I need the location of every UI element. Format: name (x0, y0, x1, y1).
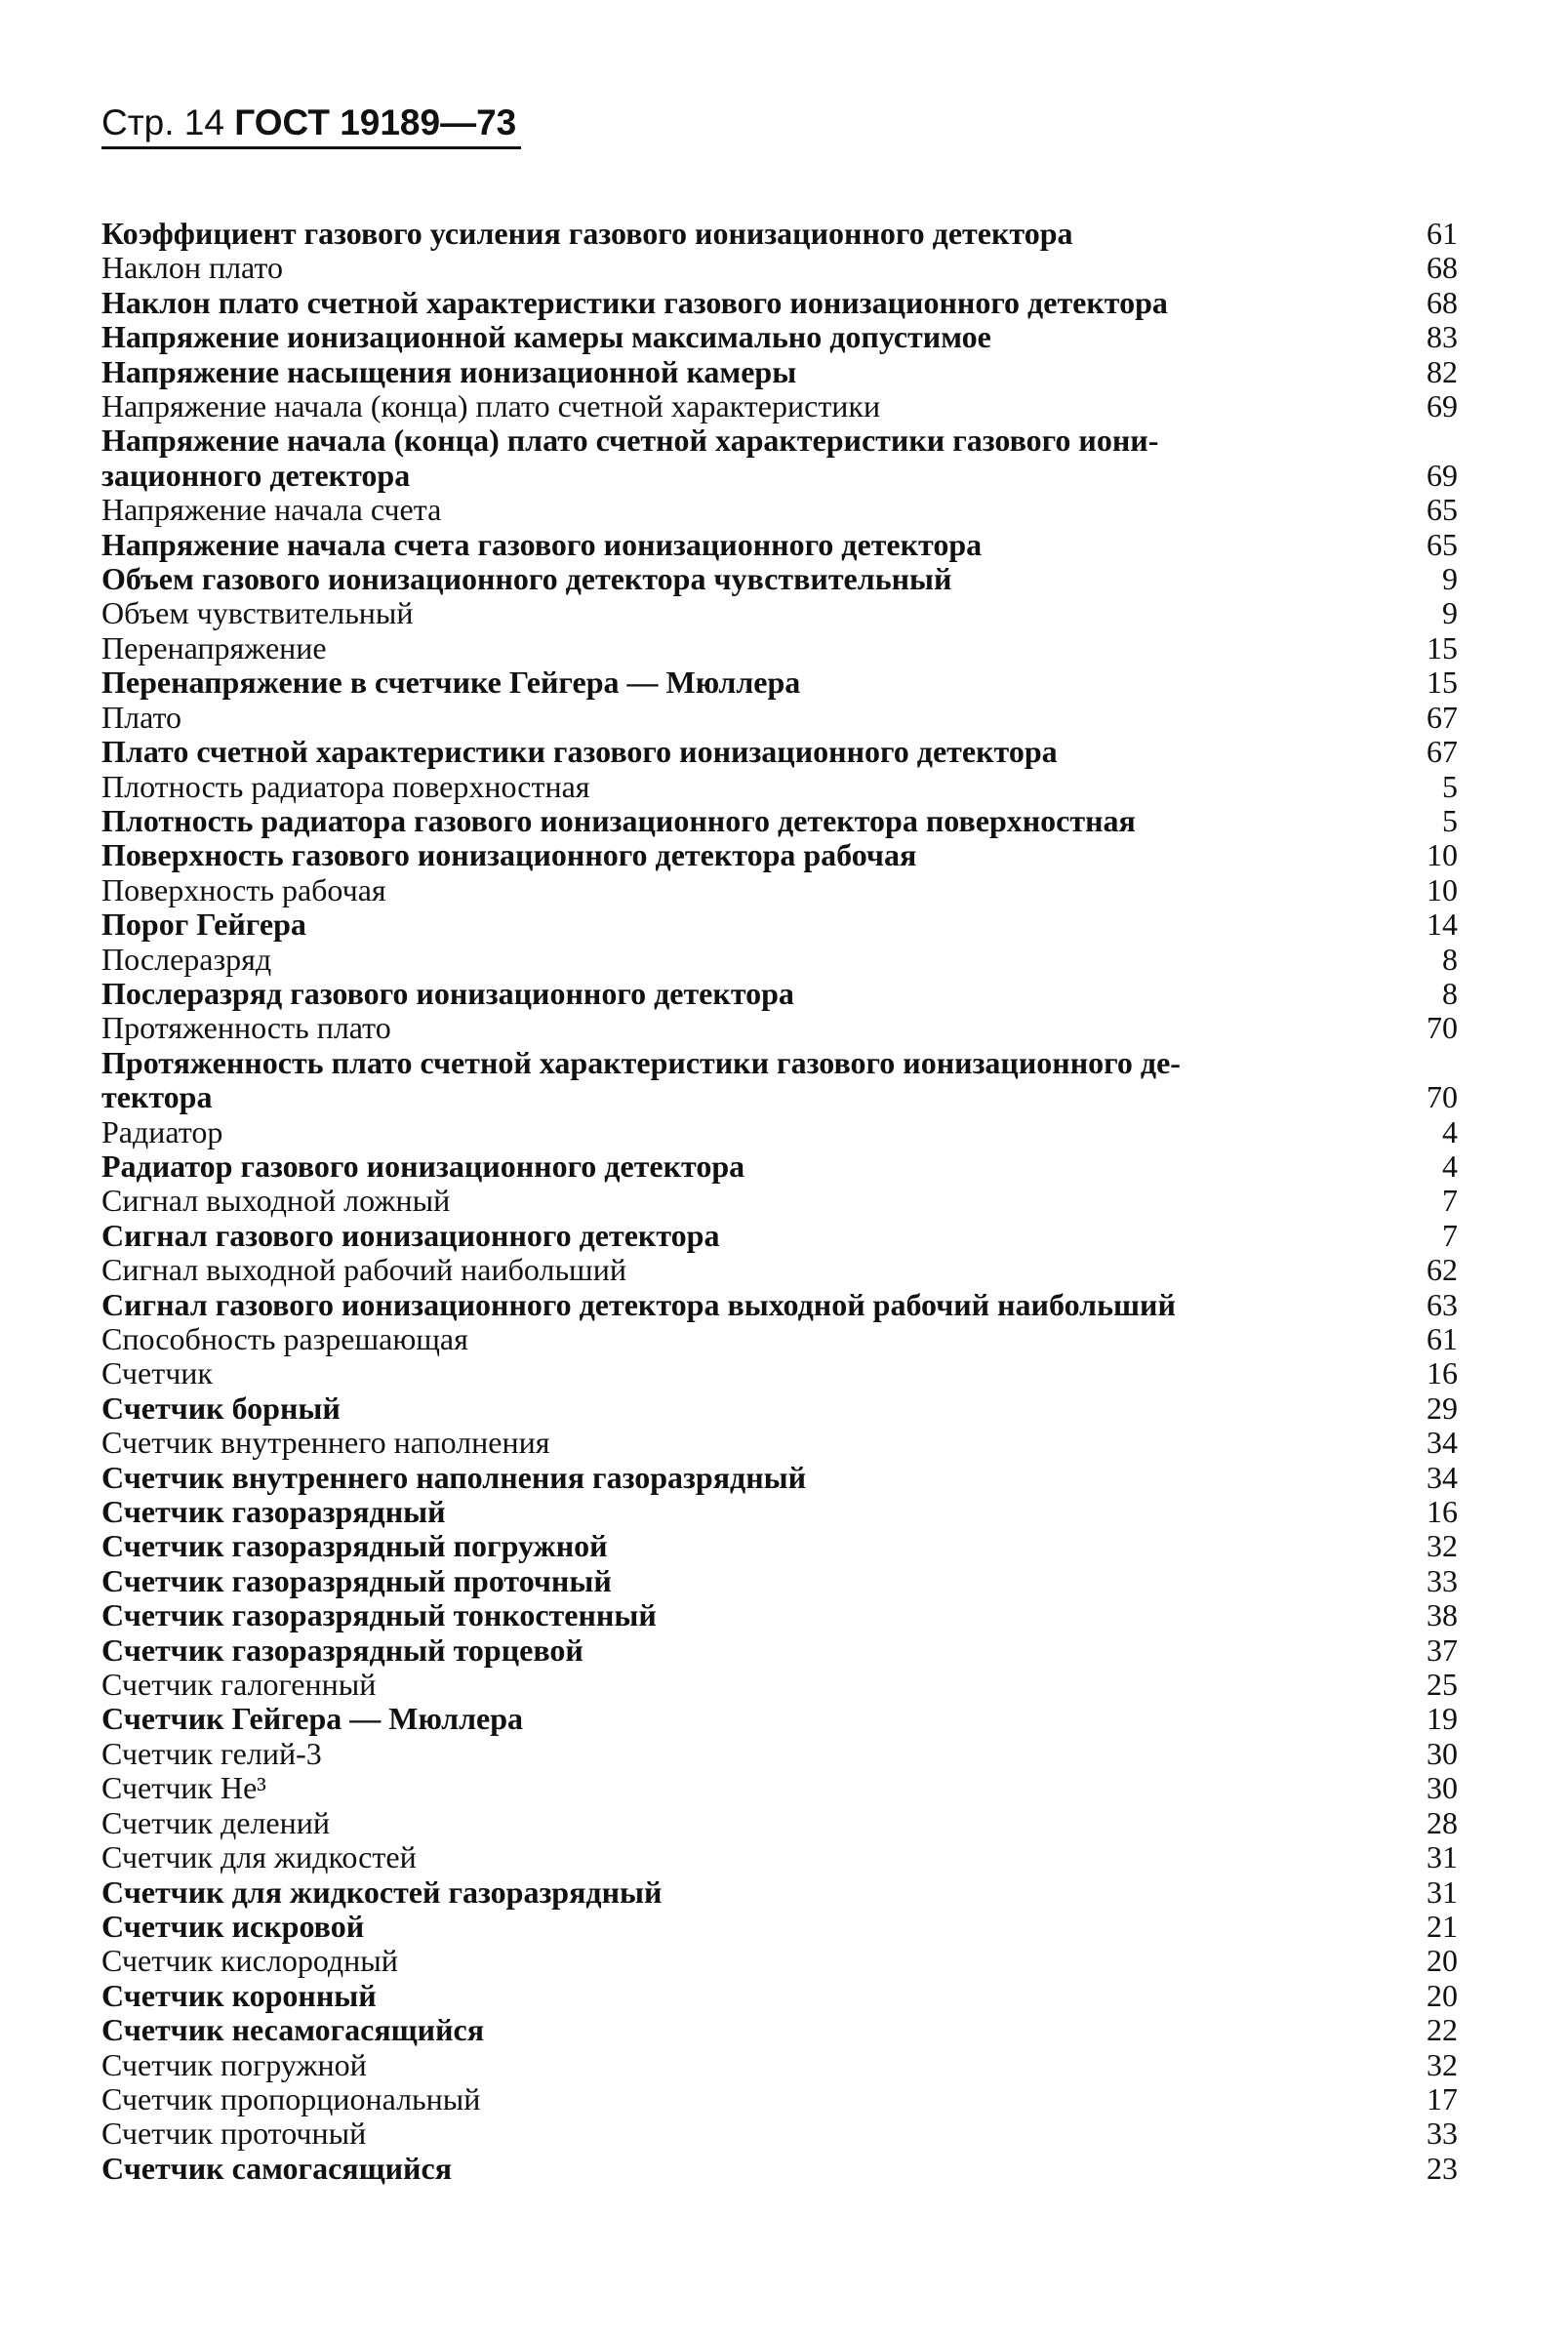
index-term-text: Послеразряд газового ионизационного детектора (101, 975, 794, 1011)
index-term-text: Счетчик внутреннего наполнения (101, 1425, 550, 1461)
index-page-number: 31 (1427, 1874, 1458, 1910)
page-header (101, 101, 516, 144)
index-term-text: Напряжение начала счета газового ионизационного детектора (101, 526, 983, 562)
index-term (101, 286, 1370, 320)
index-entry (101, 1702, 1458, 1736)
index-page-number: 4 (1442, 1148, 1458, 1184)
index-page-number: 67 (1427, 734, 1458, 770)
index-entry (101, 838, 1458, 872)
index-entry (101, 1910, 1458, 1944)
index-page-number: 28 (1427, 1804, 1458, 1840)
index-term-text: Наклон плато (101, 250, 283, 286)
index-entry (101, 1322, 1458, 1356)
index-term-text: Счетчик несамогасящийся (101, 2012, 485, 2048)
index-term-text: Плотность радиатора газового ионизационного детектора поверхностная (101, 802, 1136, 838)
index-term-text: Счетчик кислородный (101, 1943, 398, 1979)
index-term (101, 1253, 1370, 1287)
index-term-text: Радиатор газового ионизационного детектора (101, 1148, 745, 1184)
index-entry (101, 907, 1458, 942)
index-term-text: Объем газового ионизационного детектора чувствительный (101, 561, 952, 597)
index-page-number: 20 (1427, 1977, 1458, 2013)
index-page-number: 69 (1427, 457, 1458, 493)
index-page-number: 25 (1427, 1667, 1458, 1703)
index-term-text: Перенапряжение в счетчике Гейгера — Мюллера (101, 665, 801, 701)
index-entry (101, 735, 1458, 769)
index-entry (101, 1840, 1458, 1874)
index-page-number: 14 (1427, 907, 1458, 943)
index-page-number: 20 (1427, 1943, 1458, 1979)
index-term-text: Напряжение насыщения ионизационной камеры (101, 353, 797, 389)
index-entry (101, 2082, 1458, 2116)
index-page-number: 7 (1442, 1183, 1458, 1219)
index-term (101, 977, 1370, 1011)
index-term (101, 1391, 1370, 1426)
index-page-number: 8 (1442, 975, 1458, 1011)
index-term (101, 1219, 1370, 1253)
index-term (101, 1011, 1370, 1045)
index-term (101, 1046, 1370, 1115)
index-page-number: 32 (1427, 1528, 1458, 1564)
index-entry (101, 1598, 1458, 1632)
index-page-number: 33 (1427, 1562, 1458, 1598)
term-index-list (101, 217, 1458, 2186)
index-term-text: Счетчик гелий-3 (101, 1735, 322, 1771)
index-term (101, 1668, 1370, 1702)
index-term (101, 1184, 1370, 1218)
index-entry (101, 1184, 1458, 1218)
index-page-number: 19 (1427, 1701, 1458, 1737)
index-entry (101, 2013, 1458, 2047)
index-entry (101, 1461, 1458, 1495)
index-entry (101, 1668, 1458, 1702)
index-term-text: Коэффициент газового усиления газового ионизационного детектора (101, 216, 1073, 251)
index-entry (101, 770, 1458, 804)
index-page-number: 16 (1427, 1355, 1458, 1391)
index-page-number: 5 (1442, 768, 1458, 804)
index-page-number: 31 (1427, 1839, 1458, 1875)
index-page-number: 4 (1442, 1113, 1458, 1149)
index-term (101, 701, 1370, 735)
index-page-number: 30 (1427, 1770, 1458, 1806)
index-page-number: 8 (1442, 941, 1458, 977)
index-page-number: 61 (1427, 1321, 1458, 1356)
index-term (101, 1737, 1370, 1771)
index-term (101, 804, 1370, 838)
index-term-text: Наклон плато счетной характеристики газового ионизационного детектора (101, 284, 1168, 320)
index-entry (101, 1011, 1458, 1045)
index-term-text: Плотность радиатора поверхностная (101, 768, 590, 804)
index-entry (101, 1495, 1458, 1529)
standard-code: ГОСТ 19189—73 (234, 102, 517, 142)
index-term-text: Счетчик газоразрядный погружной (101, 1528, 608, 1564)
index-entry (101, 286, 1458, 320)
index-entry (101, 1633, 1458, 1668)
index-entry (101, 1391, 1458, 1426)
index-page-number: 9 (1442, 595, 1458, 631)
index-entry (101, 596, 1458, 630)
index-page-number: 65 (1427, 526, 1458, 562)
index-entry (101, 1771, 1458, 1805)
index-entry (101, 631, 1458, 665)
index-page-number: 32 (1427, 2046, 1458, 2082)
index-term (101, 1875, 1370, 1910)
index-term-text: Счетчик проточный (101, 2115, 367, 2152)
index-page-number: 38 (1427, 1597, 1458, 1633)
index-entry (101, 1046, 1458, 1115)
index-entry (101, 977, 1458, 1011)
index-term (101, 1149, 1370, 1184)
index-term (101, 1979, 1370, 2013)
index-term-text: Счетчик внутреннего наполнения газоразрядный (101, 1459, 807, 1495)
index-page-number: 82 (1427, 353, 1458, 389)
index-term-text: Протяженность плато (101, 1010, 391, 1046)
index-entry (101, 217, 1458, 251)
index-term (101, 493, 1370, 527)
index-entry (101, 804, 1458, 838)
index-term (101, 873, 1370, 907)
index-page-number: 30 (1427, 1735, 1458, 1771)
index-term (101, 528, 1370, 562)
index-term-text: Послеразряд (101, 941, 272, 977)
index-term (101, 838, 1370, 872)
index-entry (101, 423, 1458, 493)
index-term (101, 2116, 1370, 2151)
index-entry (101, 320, 1458, 354)
index-page-number: 67 (1427, 699, 1458, 735)
index-page-number: 21 (1427, 1908, 1458, 1944)
index-term-text: Счетчик пропорциональный (101, 2080, 481, 2116)
index-term (101, 355, 1370, 389)
index-entry (101, 2048, 1458, 2082)
index-term-text: Плато счетной характеристики газового ионизационного детектора (101, 734, 1058, 770)
index-page-number: 62 (1427, 1252, 1458, 1288)
index-page-number: 70 (1427, 1010, 1458, 1046)
index-entry (101, 2152, 1458, 2186)
index-term (101, 770, 1370, 804)
index-entry (101, 1979, 1458, 2013)
index-term (101, 1771, 1370, 1805)
index-term-text: Счетчик борный (101, 1390, 341, 1426)
index-term (101, 596, 1370, 630)
index-term (101, 423, 1370, 493)
index-term (101, 2048, 1370, 2082)
index-term-text: Порог Гейгера (101, 907, 306, 943)
index-page-number: 34 (1427, 1425, 1458, 1461)
index-term (101, 1322, 1370, 1356)
index-entry (101, 2116, 1458, 2151)
index-page-number: 10 (1427, 871, 1458, 907)
index-term-continuation: зационного детектора (101, 457, 411, 493)
index-term (101, 1529, 1370, 1563)
index-term (101, 2013, 1370, 2047)
index-term-text: Напряжение начала счета (101, 492, 442, 528)
index-page-number: 70 (1427, 1079, 1458, 1115)
index-entry (101, 873, 1458, 907)
index-page-number: 15 (1427, 665, 1458, 701)
index-page-number: 9 (1442, 561, 1458, 597)
page-number-label: Стр. 14 (101, 102, 224, 142)
index-entry (101, 1149, 1458, 1184)
index-term-text: Сигнал выходной рабочий наибольший (101, 1252, 626, 1288)
index-term-text: Плато (101, 699, 182, 735)
index-entry (101, 251, 1458, 285)
index-page-number: 65 (1427, 492, 1458, 528)
index-term (101, 1461, 1370, 1495)
index-entry (101, 1944, 1458, 1978)
index-page-number: 69 (1427, 388, 1458, 424)
index-entry (101, 1875, 1458, 1910)
index-page-number: 7 (1442, 1217, 1458, 1253)
index-term-continuation: тектора (101, 1079, 213, 1115)
index-page-number: 29 (1427, 1390, 1458, 1426)
index-term-text: Поверхность газового ионизационного детектора рабочая (101, 837, 917, 873)
index-term (101, 631, 1370, 665)
index-term-text: Напряжение начала (конца) плато счетной характеристики (101, 388, 881, 424)
index-term (101, 943, 1370, 977)
index-term-text: Напряжение начала (конца) плато счетной характеристики газового иони- (101, 423, 1159, 459)
header-rule (101, 146, 521, 149)
index-entry (101, 1219, 1458, 1253)
index-term-text: Счетчик газоразрядный тонкостенный (101, 1597, 657, 1633)
index-term (101, 1806, 1370, 1840)
index-page-number: 61 (1427, 216, 1458, 251)
index-page-number: 17 (1427, 2080, 1458, 2116)
index-term (101, 251, 1370, 285)
index-entry (101, 1426, 1458, 1460)
index-term-text: Счетчик искровой (101, 1908, 365, 1944)
index-term-text: Напряжение ионизационной камеры максимально допустимое (101, 319, 991, 355)
index-term (101, 1356, 1370, 1390)
index-term-text: Счетчик (101, 1355, 213, 1391)
index-term-text: Способность разрешающая (101, 1321, 468, 1356)
index-term-text: Счетчик коронный (101, 1977, 377, 2013)
index-term (101, 1598, 1370, 1632)
index-page-number: 33 (1427, 2115, 1458, 2152)
index-term-text: Перенапряжение (101, 629, 327, 665)
index-term (101, 1115, 1370, 1149)
index-page-number: 23 (1427, 2150, 1458, 2186)
index-term (101, 1633, 1370, 1668)
index-term-text: Радиатор (101, 1113, 223, 1149)
index-page-number: 22 (1427, 2012, 1458, 2048)
index-term (101, 1288, 1370, 1322)
index-term (101, 1840, 1370, 1874)
index-entry (101, 528, 1458, 562)
index-page-number: 83 (1427, 319, 1458, 355)
index-term-text: Счетчик для жидкостей (101, 1839, 417, 1875)
index-entry (101, 389, 1458, 423)
index-entry (101, 943, 1458, 977)
index-entry (101, 1737, 1458, 1771)
index-term (101, 1426, 1370, 1460)
index-entry (101, 1806, 1458, 1840)
index-entry (101, 562, 1458, 596)
index-term (101, 562, 1370, 596)
index-term (101, 1944, 1370, 1978)
index-term (101, 907, 1370, 942)
index-page-number: 5 (1442, 802, 1458, 838)
index-entry (101, 1356, 1458, 1390)
index-term (101, 1702, 1370, 1736)
index-entry (101, 701, 1458, 735)
index-entry (101, 1253, 1458, 1287)
index-term (101, 665, 1370, 700)
index-term-text: Счетчик погружной (101, 2046, 367, 2082)
index-page-number: 68 (1427, 250, 1458, 286)
index-term (101, 2082, 1370, 2116)
index-term-text: Счетчик делений (101, 1804, 330, 1840)
index-entry (101, 665, 1458, 700)
index-entry (101, 1529, 1458, 1563)
index-term (101, 1564, 1370, 1598)
index-term-text: Поверхность рабочая (101, 871, 386, 907)
index-entry (101, 493, 1458, 527)
index-entry (101, 355, 1458, 389)
index-term-text: Счетчик для жидкостей газоразрядный (101, 1874, 663, 1910)
index-page-number: 37 (1427, 1632, 1458, 1668)
index-term-text: Счетчик газоразрядный (101, 1494, 446, 1530)
index-page-number: 15 (1427, 629, 1458, 665)
index-term (101, 389, 1370, 423)
index-entry (101, 1564, 1458, 1598)
index-term-text: Сигнал выходной ложный (101, 1183, 451, 1219)
index-term (101, 1495, 1370, 1529)
index-term-text: Счетчик самогасящийся (101, 2150, 452, 2186)
index-entry (101, 1115, 1458, 1149)
index-term-text: Счетчик газоразрядный торцевой (101, 1632, 583, 1668)
index-term-text: Счетчик Гейгера — Мюллера (101, 1701, 524, 1737)
index-page-number: 34 (1427, 1459, 1458, 1495)
index-page-number: 16 (1427, 1494, 1458, 1530)
index-term-text: Объем чувствительный (101, 595, 414, 631)
index-term (101, 217, 1370, 251)
index-term-text: Счетчик He³ (101, 1770, 266, 1806)
index-term-text: Счетчик газоразрядный проточный (101, 1562, 612, 1598)
index-page-number: 68 (1427, 284, 1458, 320)
index-term-text: Сигнал газового ионизационного детектора выходной рабочий наибольший (101, 1286, 1176, 1322)
index-term (101, 1910, 1370, 1944)
index-page-number: 10 (1427, 837, 1458, 873)
index-term-text: Сигнал газового ионизационного детектора (101, 1217, 720, 1253)
index-term (101, 320, 1370, 354)
index-term (101, 735, 1370, 769)
index-entry (101, 1288, 1458, 1322)
index-term-text: Протяженность плато счетной характеристики газового ионизационного де- (101, 1044, 1181, 1080)
index-term-text: Счетчик галогенный (101, 1667, 377, 1703)
index-page-number: 63 (1427, 1286, 1458, 1322)
index-term (101, 2152, 1370, 2186)
